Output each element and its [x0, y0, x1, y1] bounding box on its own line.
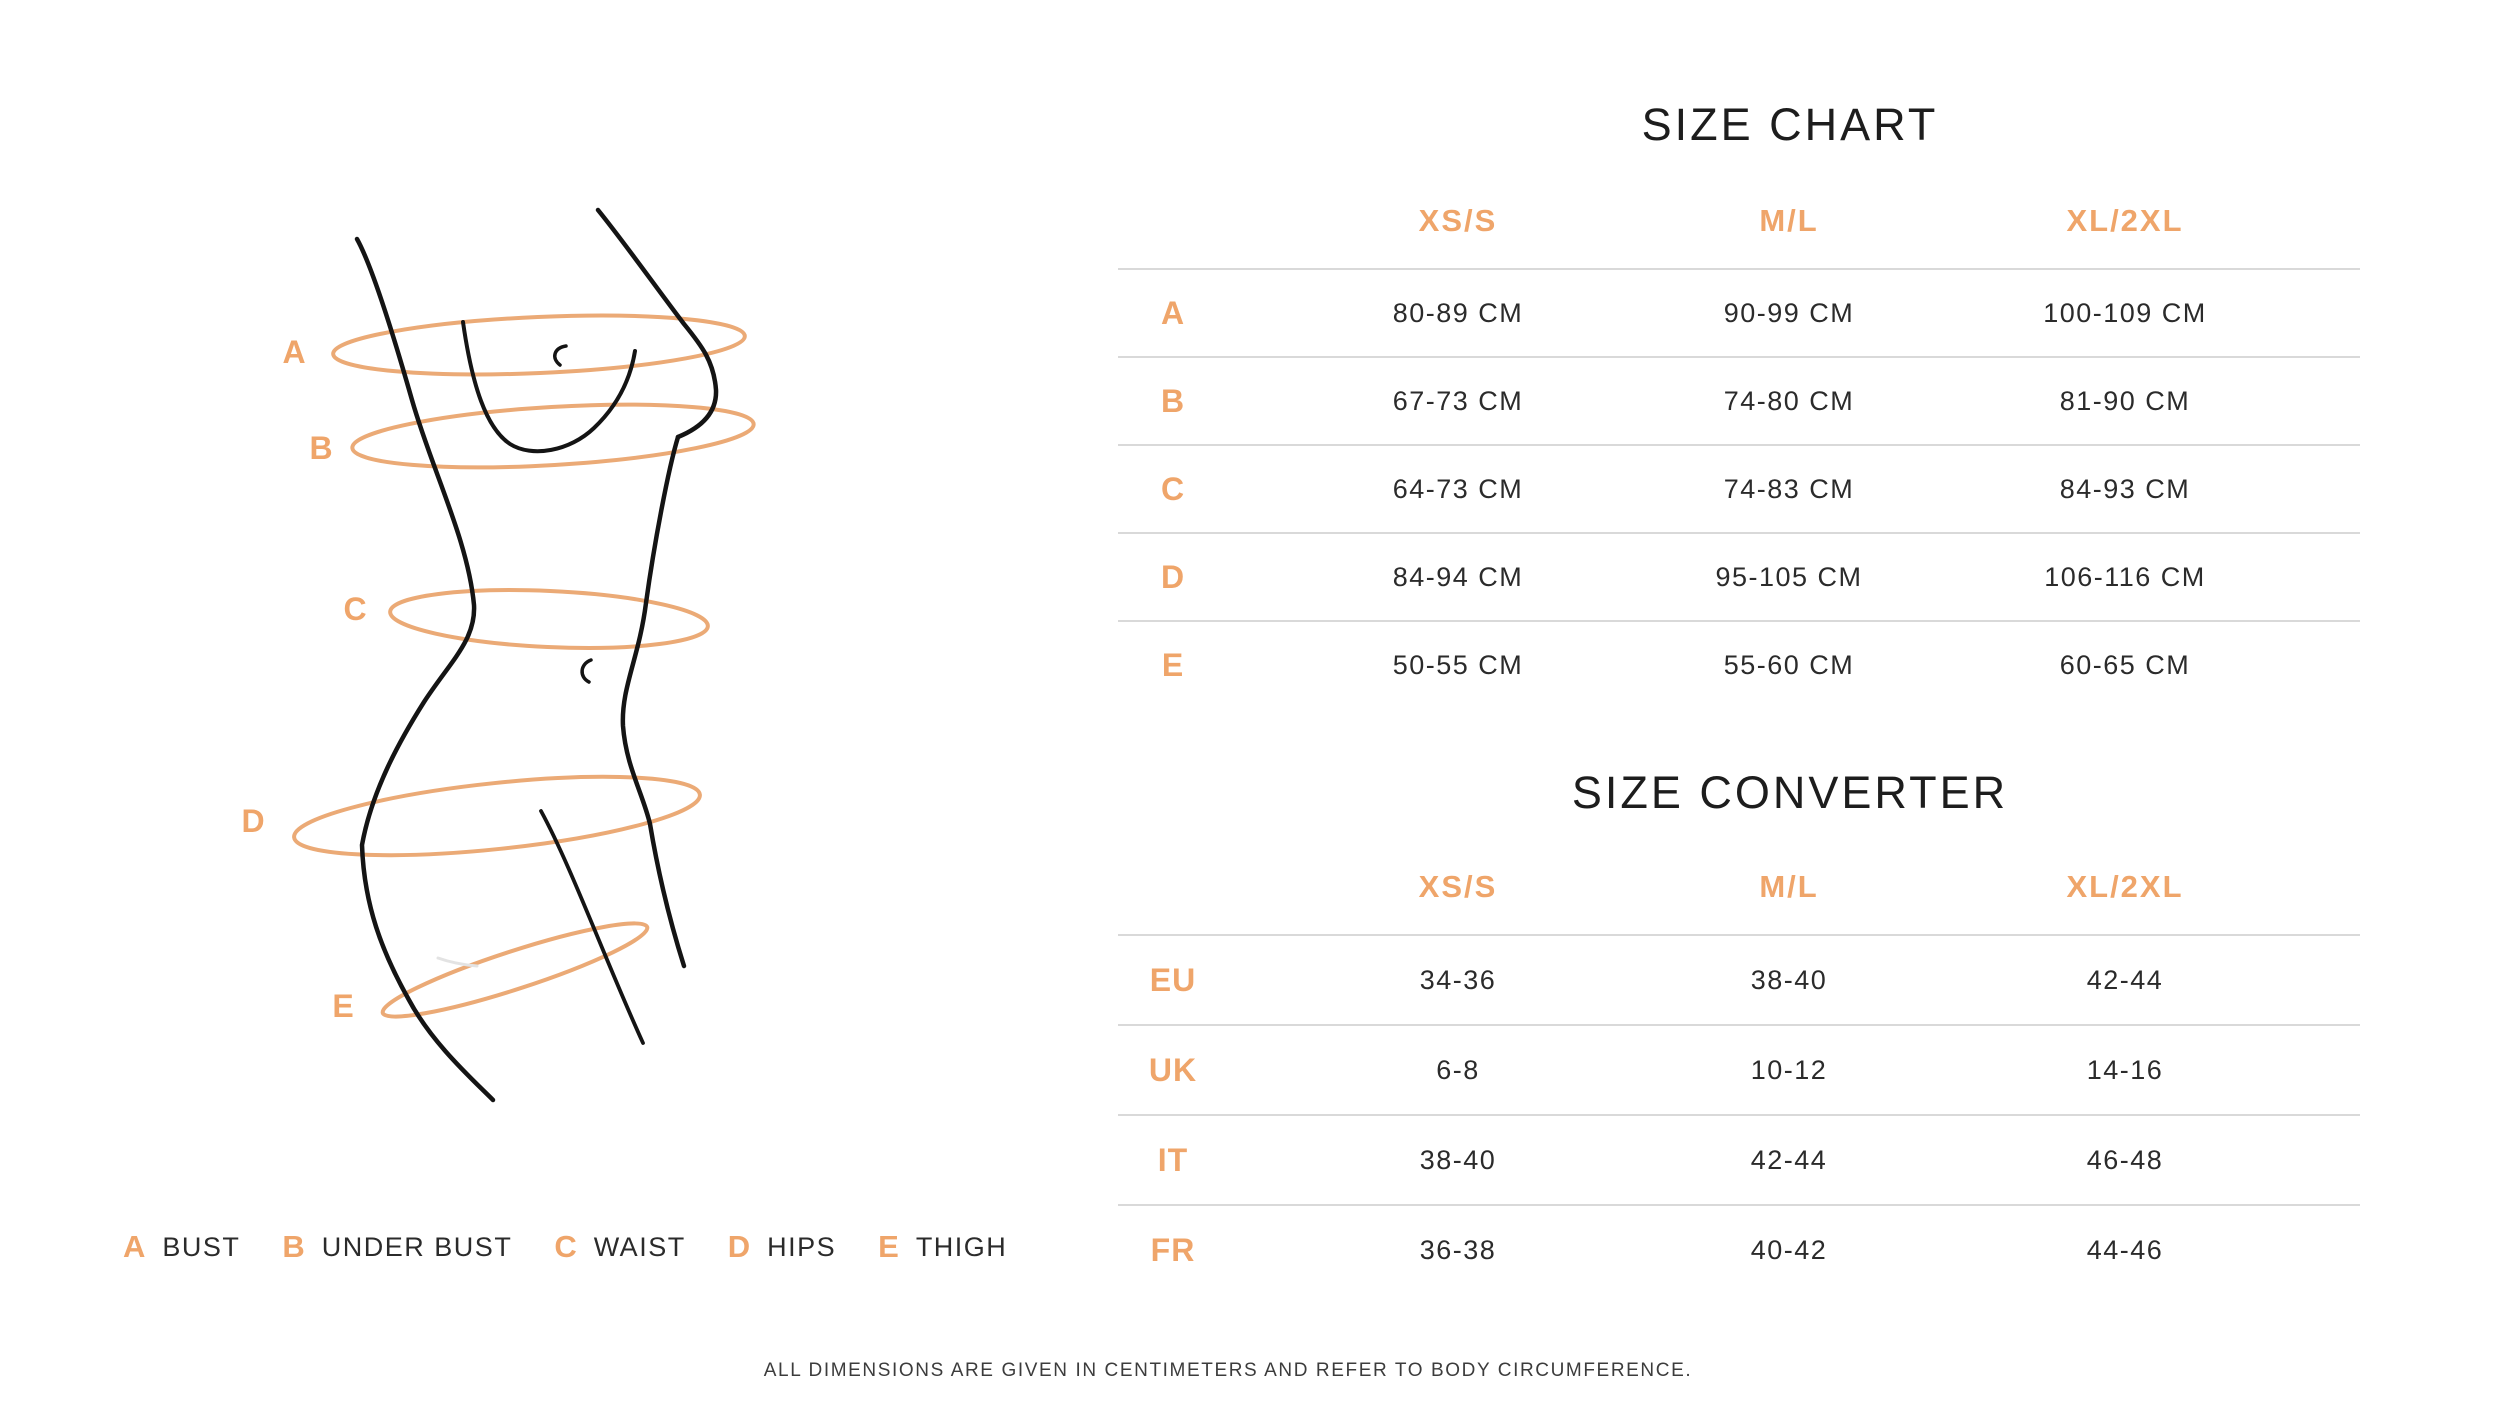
row-value: 80-89 CM: [1392, 297, 1524, 328]
row-value: 42-44: [1750, 1144, 1828, 1175]
size-converter-col-xs-s: XS/S: [1418, 869, 1498, 904]
row-value: 55-60 CM: [1723, 649, 1855, 680]
row-value: 60-65 CM: [2059, 649, 2191, 680]
size-chart-row-e: [1118, 620, 2360, 708]
row-label: IT: [1157, 1141, 1189, 1178]
size-chart-row-c: [1118, 444, 2360, 532]
legend-item-hips: [728, 1229, 836, 1265]
legend-label: THIGH: [915, 1231, 1008, 1262]
row-value: 100-109 CM: [2043, 297, 2207, 328]
size-chart-row-a: [1118, 268, 2360, 356]
legend-letter: E: [878, 1229, 899, 1264]
size-converter-row-eu: [1118, 934, 2360, 1024]
row-label: D: [1160, 558, 1186, 595]
row-value: 74-80 CM: [1723, 385, 1855, 416]
under-bust-ellipse: [351, 395, 756, 477]
figure-marker-waist: C: [343, 591, 367, 627]
size-converter-title: SIZE CONVERTER: [1571, 767, 2009, 818]
legend-letter: B: [282, 1229, 305, 1264]
size-chart-col-xl-2xl: XL/2XL: [2066, 203, 2184, 238]
measurement-legend: [123, 1225, 1007, 1269]
row-value: 90-99 CM: [1723, 297, 1855, 328]
legend-letter: D: [727, 1229, 751, 1264]
legend-label: UNDER BUST: [321, 1231, 513, 1262]
row-value: 64-73 CM: [1392, 473, 1524, 504]
row-label: E: [1161, 646, 1185, 683]
size-converter-row-it: [1118, 1114, 2360, 1204]
size-converter-table: [1118, 934, 2360, 1294]
legend-label: BUST: [162, 1231, 241, 1262]
size-chart-header-spacer: [1118, 198, 1228, 244]
row-value: 106-116 CM: [2044, 561, 2206, 592]
size-chart-col-xs-s: XS/S: [1418, 203, 1498, 238]
breast-curve: [463, 322, 635, 451]
size-converter-header-spacer: [1118, 864, 1228, 910]
size-chart-header: [1118, 198, 2360, 244]
row-value: 74-83 CM: [1723, 473, 1855, 504]
legend-item-bust: [123, 1229, 240, 1265]
size-converter-header: [1118, 864, 2360, 910]
row-value: 38-40: [1419, 1144, 1497, 1175]
hips-ellipse: [291, 762, 704, 870]
row-label: EU: [1149, 961, 1197, 998]
row-value: 6-8: [1436, 1054, 1480, 1085]
figure-right-outline: [623, 437, 684, 966]
inner-thigh-line: [541, 811, 643, 1043]
nipple-mark: [555, 346, 566, 365]
dimensions-note: ALL DIMENSIONS ARE GIVEN IN CENTIMETERS AND REFER TO BODY CIRCUMFERENCE.: [763, 1360, 1693, 1381]
size-converter-row-fr: [1118, 1204, 2360, 1294]
row-value: 46-48: [2086, 1144, 2164, 1175]
waist-ellipse: [389, 584, 709, 654]
size-chart-row-b: [1118, 356, 2360, 444]
size-converter-row-uk: [1118, 1024, 2360, 1114]
row-value: 95-105 CM: [1715, 561, 1863, 592]
row-value: 38-40: [1750, 964, 1828, 995]
row-value: 10-12: [1750, 1054, 1828, 1085]
figure-marker-bust: A: [282, 334, 306, 370]
row-value: 40-42: [1750, 1234, 1828, 1265]
buttock-highlight-line: [438, 958, 477, 966]
row-label: FR: [1150, 1231, 1196, 1268]
legend-item-waist: [554, 1229, 685, 1265]
legend-letter: A: [123, 1229, 146, 1264]
legend-item-thigh: [878, 1229, 1007, 1265]
legend-item-under-bust: [282, 1229, 512, 1265]
row-label: C: [1160, 470, 1186, 507]
navel-mark: [582, 660, 591, 682]
row-value: 36-38: [1419, 1234, 1497, 1265]
legend-label: HIPS: [767, 1231, 837, 1262]
figure-marker-hips: D: [241, 803, 265, 839]
size-chart-title: SIZE CHART: [1641, 99, 1939, 150]
row-label: B: [1160, 382, 1186, 419]
row-value: 67-73 CM: [1392, 385, 1524, 416]
row-value: 84-94 CM: [1392, 561, 1524, 592]
size-converter-col-m-l: M/L: [1759, 869, 1819, 904]
row-value: 84-93 CM: [2059, 473, 2191, 504]
legend-letter: C: [554, 1229, 577, 1264]
figure-marker-under-bust: B: [309, 430, 333, 466]
size-chart-row-d: [1118, 532, 2360, 620]
row-value: 42-44: [2086, 964, 2164, 995]
row-value: 44-46: [2086, 1234, 2164, 1265]
size-chart-col-m-l: M/L: [1759, 203, 1819, 238]
row-label: A: [1160, 294, 1186, 331]
row-value: 34-36: [1419, 964, 1497, 995]
size-chart-table: [1118, 268, 2360, 708]
row-value: 81-90 CM: [2059, 385, 2191, 416]
figure-marker-thigh: E: [332, 988, 354, 1024]
row-label: UK: [1148, 1051, 1198, 1088]
row-value: 50-55 CM: [1392, 649, 1524, 680]
legend-label: WAIST: [593, 1231, 686, 1262]
size-converter-col-xl-2xl: XL/2XL: [2066, 869, 2184, 904]
row-value: 14-16: [2086, 1054, 2164, 1085]
